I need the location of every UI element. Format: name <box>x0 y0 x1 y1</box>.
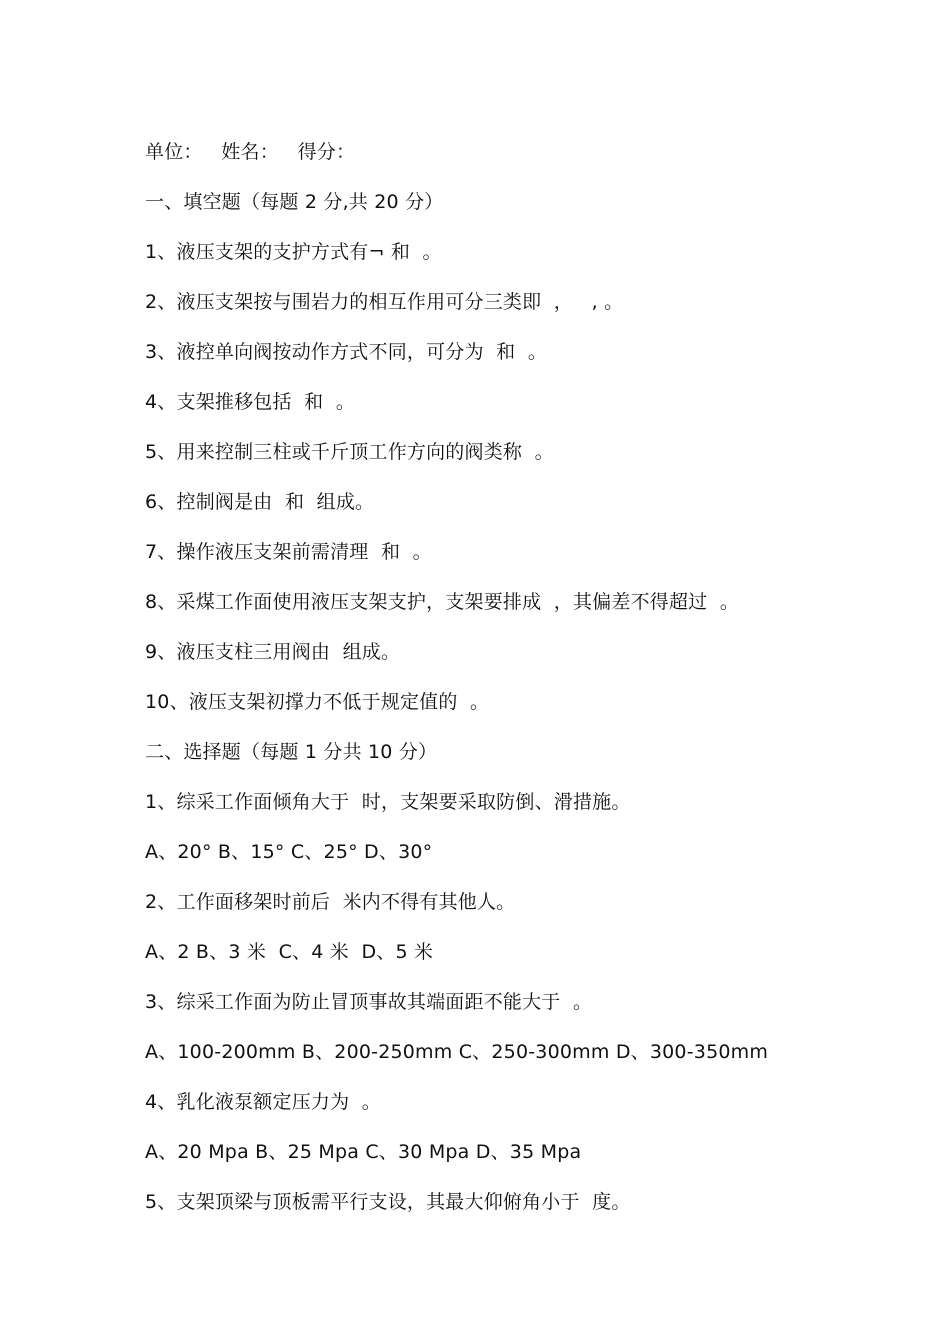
question-line: 3、液控单向阀按动作方式不同，可分为 和 。 <box>145 341 548 363</box>
question-line: 7、操作液压支架前需清理 和 。 <box>145 541 432 563</box>
question-line: 1、综采工作面倾角大于 时，支架要采取防倒、滑措施。 <box>145 791 631 813</box>
question-line: 10、液压支架初撑力不低于规定值的 。 <box>145 691 490 713</box>
question-line: 5、支架顶梁与顶板需平行支设，其最大仰俯角小于 度。 <box>145 1191 631 1213</box>
answer-options-line: A、20 Mpa B、25 Mpa C、30 Mpa D、35 Mpa <box>145 1141 582 1163</box>
question-line: 2、液压支架按与围岩力的相互作用可分三类即 ， , 。 <box>145 291 624 313</box>
answer-options-line: A、2 B、3 米 C、4 米 D、5 米 <box>145 941 434 963</box>
question-line: 2、工作面移架时前后 米内不得有其他人。 <box>145 891 516 913</box>
question-line: 4、乳化液泵额定压力为 。 <box>145 1091 381 1113</box>
header-fields: 单位： 姓名： 得分： <box>145 141 356 163</box>
question-line: 8、采煤工作面使用液压支架支护，支架要排成 ，其偏差不得超过 。 <box>145 591 740 613</box>
document-body <box>145 133 925 1233</box>
question-line: 9、液压支柱三用阀由 组成。 <box>145 641 401 663</box>
question-line: 6、控制阀是由 和 组成。 <box>145 491 375 513</box>
question-line: 5、用来控制三柱或千斤顶工作方向的阀类称 。 <box>145 441 554 463</box>
question-line: 4、支架推移包括 和 。 <box>145 391 356 413</box>
answer-options-line: A、100-200mm B、200-250mm C、250-300mm D、300-350mm <box>145 1041 769 1063</box>
question-line: 1、液压支架的支护方式有¬ 和 。 <box>145 241 442 263</box>
section-heading-fill-in: 一、填空题（每题 2 分,共 20 分） <box>145 191 444 213</box>
answer-options-line: A、20° B、15° C、25° D、30° <box>145 841 433 863</box>
section-heading-multiple-choice: 二、选择题（每题 1 分共 10 分） <box>145 741 438 763</box>
question-line: 3、综采工作面为防止冒顶事故其端面距不能大于 。 <box>145 991 593 1013</box>
